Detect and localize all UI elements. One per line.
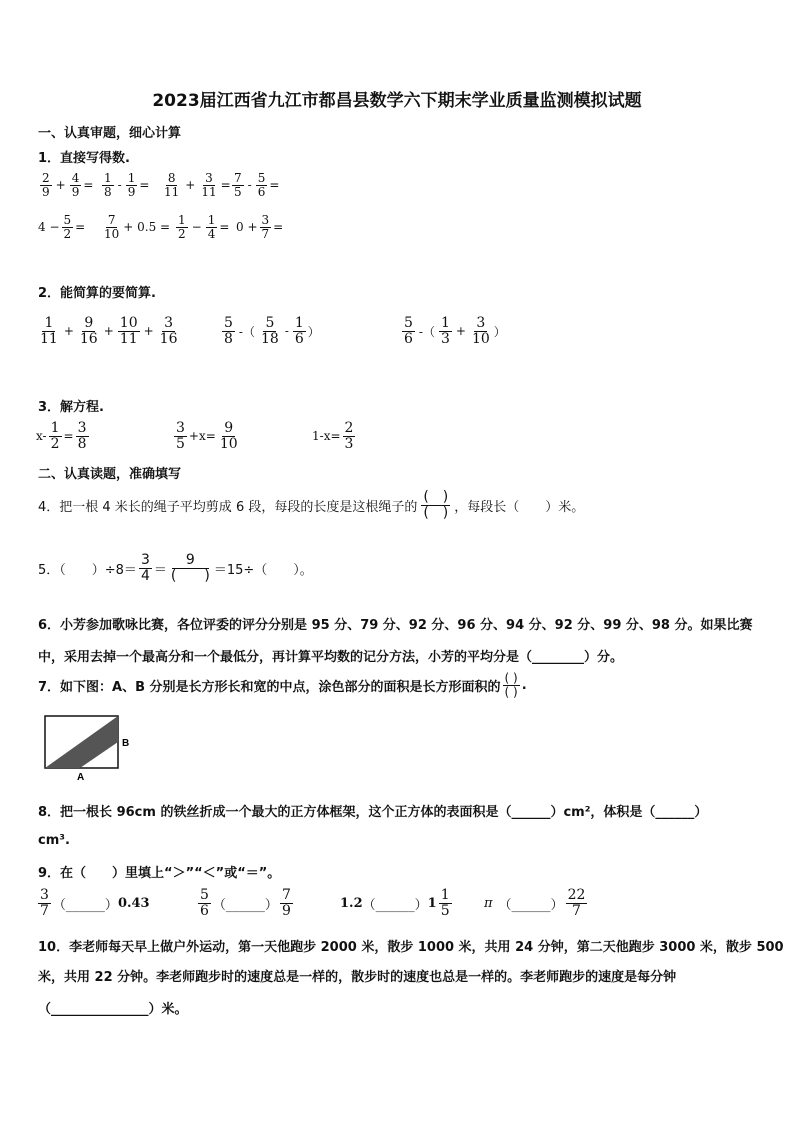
question-8-line-2: cm³. bbox=[38, 833, 70, 848]
question-7: 7．如下图：A、B 分别是长方形长和宽的中点，涂色部分的面积是长方形面积的 $\frac{( )}{( )}$ . bbox=[38, 671, 527, 699]
q9-blank-1[interactable]: （______） bbox=[52, 897, 118, 913]
section-heading-2: 二、认真读题，准确填写 bbox=[38, 467, 182, 482]
q9-blank-4[interactable]: （______） bbox=[498, 897, 564, 913]
q9-blank-2[interactable]: （______） bbox=[212, 897, 278, 913]
question-10-line-1: 10．李老师每天早上做户外运动，第一天他跑步 2000 米，散步 1000 米，共用 24 分钟，第二天他跑步 3000 米，散步 500 bbox=[38, 940, 784, 955]
q9-blank-3[interactable]: （______） bbox=[362, 897, 428, 913]
q2-expr-2: $\frac{5}{8}$ -（ $\frac{5}{18}$ - $\frac{1}{6}$ ） bbox=[224, 315, 320, 347]
question-2-label: 2．能简算的要简算. bbox=[38, 286, 156, 301]
page-title: 2023届江西省九江市都昌县数学六下期末学业质量监测模拟试题 bbox=[152, 91, 642, 111]
q7-fraction-blank[interactable]: $\frac{( )}{( )}$ bbox=[504, 671, 518, 699]
label-a: A bbox=[77, 772, 85, 782]
question-6-line-2: 中，采用去掉一个最高分和一个最低分，再计算平均数的记分方法，小芳的平均分是（________）分。 bbox=[38, 650, 624, 665]
q1-expr-1: $\frac{2}{9}$ + $\frac{4}{9}$ = bbox=[42, 171, 94, 199]
question-9-label: 9．在（ ）里填上“＞”“＜”或“＝”。 bbox=[38, 866, 281, 881]
question-10-line-3: （_______________）米。 bbox=[38, 1002, 188, 1017]
question-10-line-2: 米，共用 22 分钟。李老师跑步时的速度总是一样的，散步时的速度也总是一样的。李老师跑步的速度是每分钟 bbox=[38, 970, 677, 985]
q9-compare-4: π （______） $\frac{22}{7}$ bbox=[484, 887, 586, 919]
q5-fraction-blank[interactable]: $\frac{9}{( )}$ bbox=[170, 552, 210, 584]
q2-expr-1: $\frac{1}{11}$ + $\frac{9}{16}$ + $\frac{10}{11}$ + $\frac{3}{16}$ bbox=[40, 315, 178, 347]
section-heading-1: 一、认真审题，细心计算 bbox=[38, 126, 182, 141]
q1-expr-7: $\frac{1}{2}$ − $\frac{1}{4}$ = bbox=[178, 213, 230, 241]
q7-rectangle-figure bbox=[44, 714, 144, 782]
question-5: 5．（ ）÷8＝ $\frac{3}{4}$ ＝ $\frac{9}{( )}$ ＝15÷（ ）。 bbox=[38, 552, 313, 584]
q1-expr-5: 4 − $\frac{5}{2}$ = bbox=[38, 213, 86, 241]
question-8-line-1: 8．把一根长 96cm 的铁丝折成一个最大的正方体框架，这个正方体的表面积是（______）cm²，体积是（______） bbox=[38, 805, 708, 820]
q1-expr-2: $\frac{1}{8}$ - $\frac{1}{9}$ = bbox=[104, 171, 150, 199]
q2-expr-3: $\frac{5}{6}$ -（ $\frac{1}{3}$ + $\frac{3}{10}$ ） bbox=[404, 315, 506, 347]
question-6-line-1: 6．小芳参加歌咏比赛，各位评委的评分分别是 95 分、79 分、92 分、96 分、94 分、92 分、99 分、98 分。如果比赛 bbox=[38, 618, 753, 633]
q1-expr-4: $\frac{7}{5}$ - $\frac{5}{6}$ = bbox=[234, 171, 280, 199]
question-3-label: 3．解方程. bbox=[38, 400, 104, 415]
q9-compare-2: $\frac{5}{6}$ （______） $\frac{7}{9}$ bbox=[200, 887, 291, 919]
q4-fraction-blank[interactable]: $\frac{( )}{( )}$ bbox=[423, 489, 449, 521]
q3-equation-1: x- $\frac{1}{2}$ = $\frac{3}{8}$ bbox=[36, 420, 87, 452]
q1-expr-8: 0 + $\frac{3}{7}$ = bbox=[236, 213, 284, 241]
q3-equation-3: 1-x= $\frac{2}{3}$ bbox=[312, 420, 354, 452]
q1-expr-3: $\frac{8}{11}$ + $\frac{3}{11}$ = bbox=[164, 171, 231, 199]
q9-compare-3: 1.2 （______） 1 $\frac{1}{5}$ bbox=[340, 887, 450, 919]
label-b: B bbox=[122, 738, 130, 749]
q3-equation-2: $\frac{3}{5}$ +x= $\frac{9}{10}$ bbox=[176, 420, 238, 452]
q9-compare-1: $\frac{3}{7}$ （______） 0.43 bbox=[40, 887, 150, 919]
question-1-label: 1．直接写得数. bbox=[38, 151, 130, 166]
q1-expr-6: $\frac{7}{10}$ + 0.5 = bbox=[104, 213, 171, 241]
question-4: 4．把一根 4 米长的绳子平均剪成 6 段，每段的长度是这根绳子的 $\frac{( )}{( )}$ ，每段长（ ）米。 bbox=[38, 489, 585, 521]
